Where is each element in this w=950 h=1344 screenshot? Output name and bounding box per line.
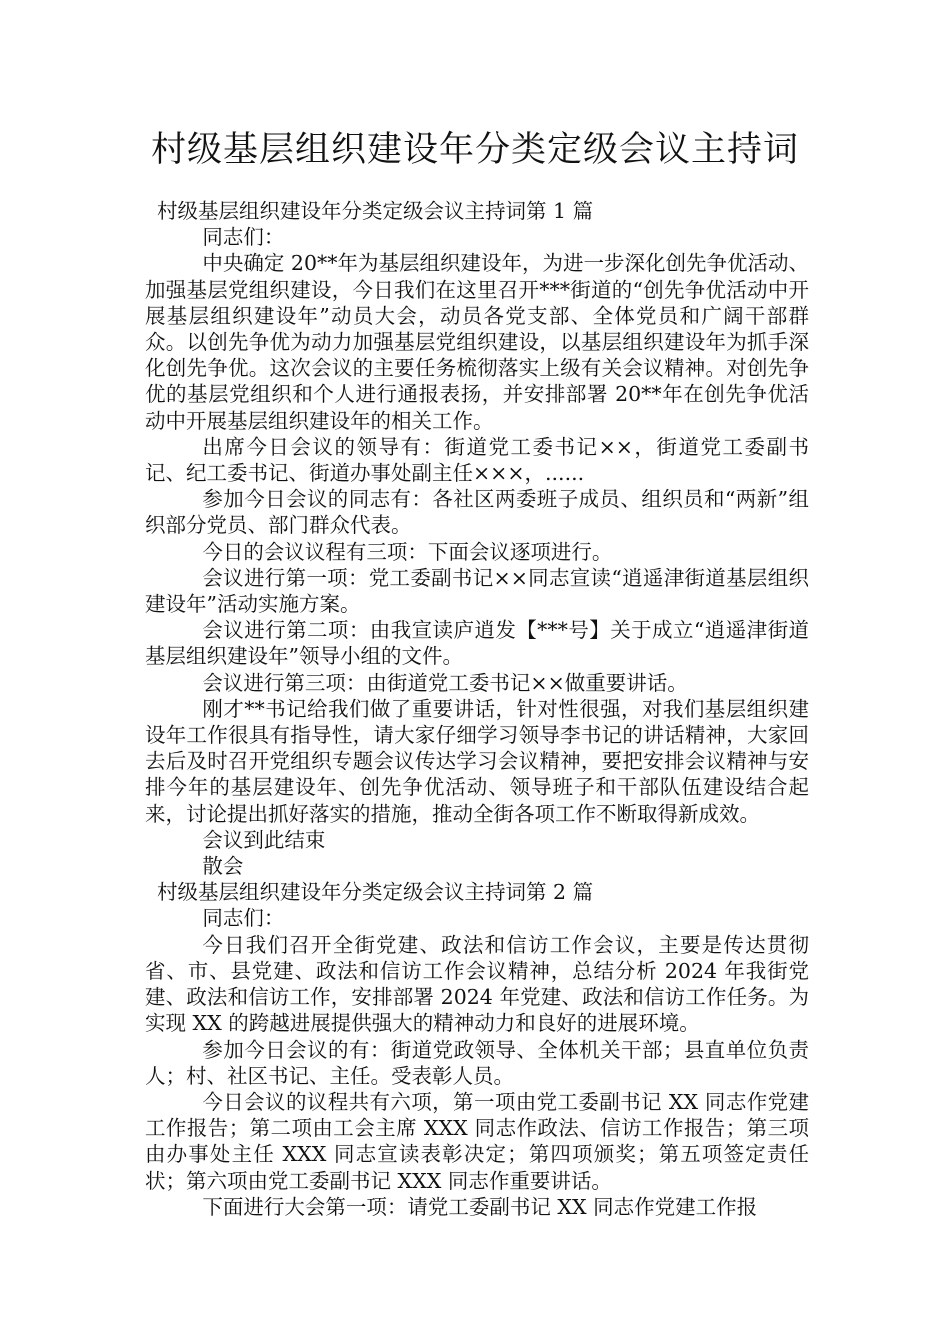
- salutation: 同志们：: [202, 906, 285, 931]
- paragraph: 出席今日会议的领导有：街道党工委书记××，街道党工委副书记、纪工委书记、街道办事处副主任×××，......: [145, 434, 809, 486]
- paragraph: 会议进行第一项：党工委副书记××同志宣读“逍遥津街道基层组织建设年”活动实施方案。: [145, 565, 809, 617]
- paragraph: 参加今日会议的同志有：各社区两委班子成员、组织员和“两新”组织部分党员、部门群众代表。: [145, 487, 809, 538]
- document-body: [145, 198, 809, 1220]
- paragraph: 刚才**书记给我们做了重要讲话，针对性很强，对我们基层组织建设年工作很具有指导性，请大家仔细学习领导李书记的讲话精神，大家回去后及时召开党组织专题会议传达学习会议精神，要把安排会议精神与安排今年的基层建设年、创先争优活动、领导班子和干部队伍建设结合起来，讨论提出抓好落实的措施，推动全街各项工作不断取得新成效。: [145, 696, 809, 826]
- paragraph: 今日我们召开全街党建、政法和信访工作会议，主要是传达贯彻省、市、县党建、政法和信访工作会议精神，总结分析 2024 年我街党建、政法和信访工作，安排部署 2024 年党建、政法和信访工作任务。为实现 XX 的跨越进展提供强大的精神动力和良好的进展环境。: [145, 932, 809, 1036]
- paragraph: 散会: [202, 854, 244, 879]
- document-title: 村级基层组织建设年分类定级会议主持词: [150, 130, 799, 170]
- salutation: 同志们：: [202, 225, 285, 250]
- paragraph: 下面进行大会第一项：请党工委副书记 XX 同志作党建工作报: [202, 1194, 758, 1219]
- paragraph: 参加今日会议的有：街道党政领导、全体机关干部；县直单位负责人；村、社区书记、主任。受表彰人员。: [145, 1037, 809, 1088]
- article-heading: 村级基层组织建设年分类定级会议主持词第 1 篇: [157, 199, 594, 223]
- paragraph: 今日会议的议程共有六项，第一项由党工委副书记 XX 同志作党建工作报告；第二项由工会主席 XXX 同志作政法、信访工作报告；第三项由办事处主任 XXX 同志宣读表彰决定；第四项颁奖；第五项签定责任状；第六项由党工委副书记 XXX 同志作重要讲话。: [145, 1089, 809, 1193]
- paragraph: 会议进行第二项：由我宣读庐逍发【***号】关于成立“逍遥津街道基层组织建设年”领导小组的文件。: [145, 618, 809, 669]
- article-heading: 村级基层组织建设年分类定级会议主持词第 2 篇: [157, 880, 594, 905]
- paragraph: 会议到此结束: [202, 827, 326, 852]
- paragraph: 中央确定 20**年为基层组织建设年，为进一步深化创先争优活动、加强基层党组织建设，今日我们在这里召开***街道的“创先争优活动中开展基层组织建设年”动员大会，动员各党支部、全体党员和广阔干部群众。以创先争优为动力加强基层党组织建设，以基层组织建设年为抓手深化创先争优。这次会议的主要任务梳彻落实上级有关会议精神。对创先争优的基层党组织和个人进行通报表扬，并安排部署 20**年在创先争优活动中开展基层组织建设年的相关工作。: [145, 251, 809, 433]
- paragraph: 会议进行第三项：由街道党工委书记××做重要讲话。: [202, 670, 688, 695]
- paragraph: 今日的会议议程有三项：下面会议逐项进行。: [202, 539, 613, 564]
